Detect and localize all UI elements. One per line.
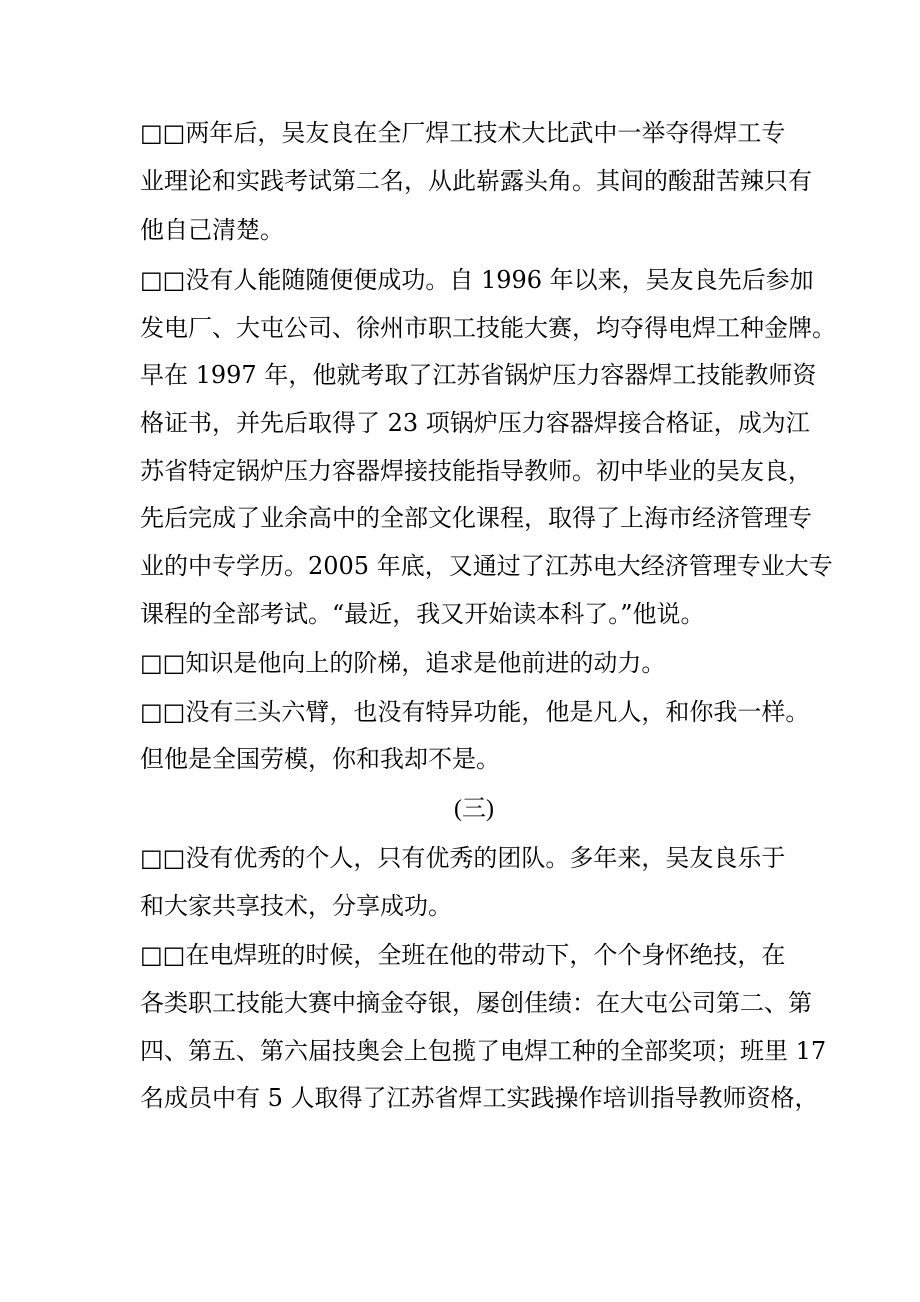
text-line: □□没有三头六臂，也没有特异功能，他是凡人，和你我一样。 <box>140 698 810 726</box>
text-line: □□两年后，吴友良在全厂焊工技术大比武中一举夺得焊工专 <box>140 119 786 147</box>
text-line: □□没有人能随随便便成功。自 1996 年以来，吴友良先后参加 <box>140 266 814 294</box>
text-line: □□知识是他向上的阶梯，追求是他前进的动力。 <box>140 649 666 677</box>
text-line: 和大家共享技术，分享成功。 <box>140 892 452 920</box>
text-line: 他自己清楚。 <box>140 216 284 244</box>
text-line: 业的中专学历。2005 年底，又通过了江苏电大经济管理专业大专 <box>140 552 833 580</box>
text-line: 四、第五、第六届技奥会上包揽了电焊工种的全部奖项；班里 17 <box>140 1037 827 1065</box>
section-heading: (三) <box>454 796 494 822</box>
text-line: 先后完成了业余高中的全部文化课程，取得了上海市经济管理专 <box>140 504 812 532</box>
text-line: 各类职工技能大赛中摘金夺银，屡创佳绩：在大屯公司第二、第 <box>140 989 812 1017</box>
text-line: 业理论和实践考试第二名，从此崭露头角。其间的酸甜苦辣只有 <box>140 167 812 195</box>
text-line: □□在电焊班的时候，全班在他的带动下，个个身怀绝技，在 <box>140 941 786 969</box>
text-line: □□没有优秀的个人，只有优秀的团队。多年来，吴友良乐于 <box>140 844 786 872</box>
text-line: 苏省特定锅炉压力容器焊接技能指导教师。初中毕业的吴友良， <box>140 457 812 485</box>
text-line: 名成员中有 5 人取得了江苏省焊工实践操作培训指导教师资格， <box>140 1084 819 1112</box>
text-line: 发电厂、大屯公司、徐州市职工技能大赛，均夺得电焊工种金牌。 <box>140 314 836 342</box>
text-line: 课程的全部考试。“最近，我又开始读本科了。”他说。 <box>140 600 705 628</box>
text-line: 但他是全国劳模，你和我却不是。 <box>140 745 500 773</box>
text-line: 早在 1997 年，他就考取了江苏省锅炉压力容器焊工技能教师资 <box>140 361 817 389</box>
text-line: 格证书，并先后取得了 23 项锅炉压力容器焊接合格证，成为江 <box>140 409 810 437</box>
